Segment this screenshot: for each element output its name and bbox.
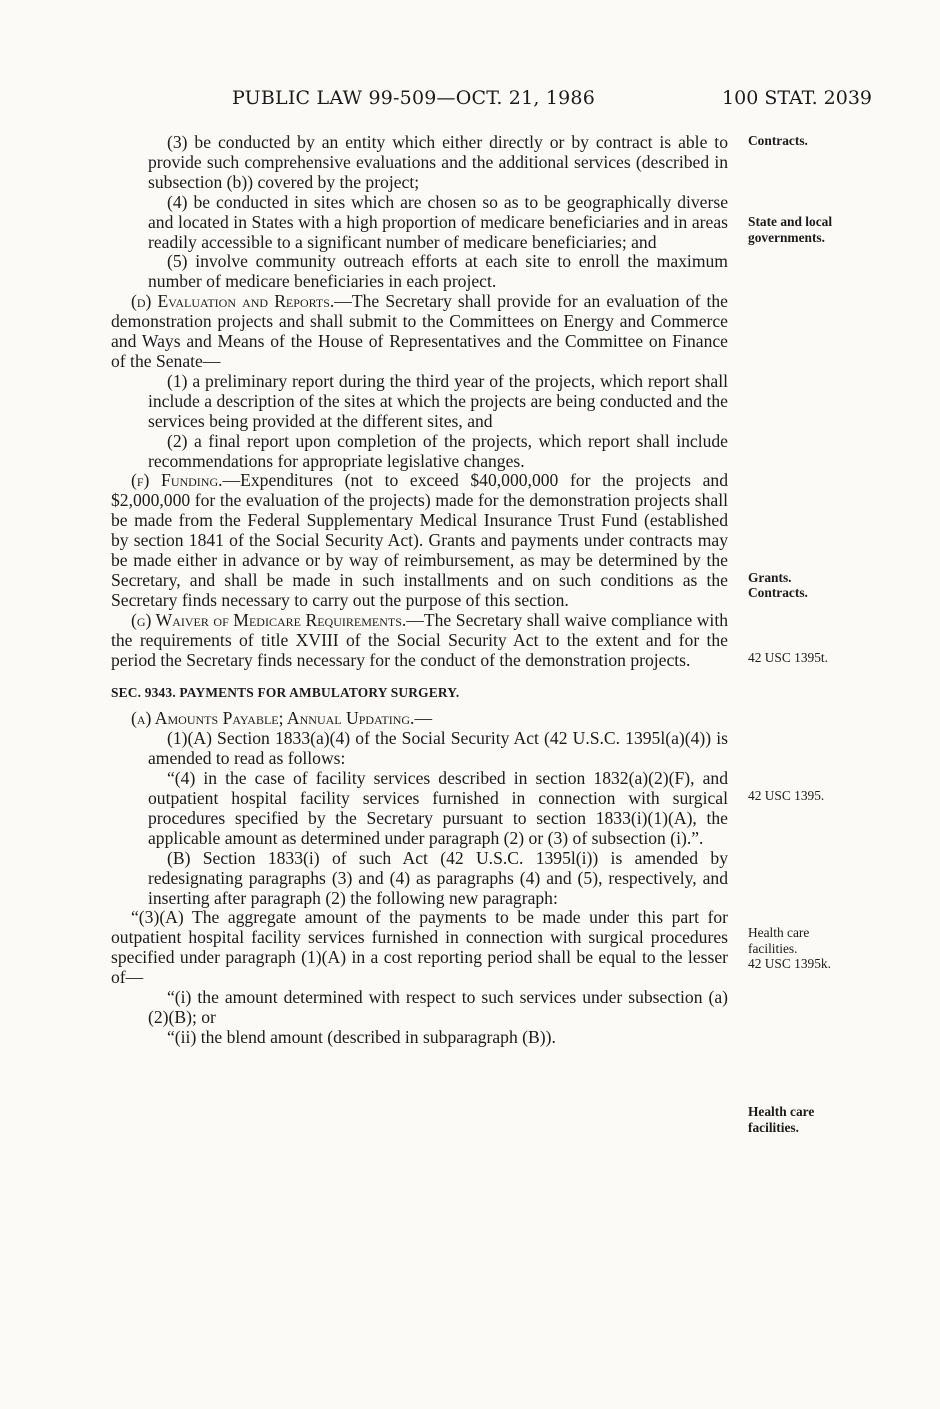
- statute-page-number: 100 STAT. 2039: [722, 87, 872, 109]
- subsection-a-heading: (a) Amounts Payable; Annual Updating.: [131, 708, 415, 729]
- subsection-g-heading: (g) Waiver of Medicare Requirements.: [131, 609, 407, 630]
- quoted-clause-i: “(i) the amount determined with respect to such services under subsection (a)(2)(B); or: [148, 987, 728, 1027]
- subsection-d-heading: (d) Evaluation and Reports.: [131, 291, 335, 312]
- law-title: PUBLIC LAW 99-509—OCT. 21, 1986: [232, 87, 596, 109]
- margin-note-usc-1395k: 42 USC 1395k.: [748, 956, 831, 971]
- margin-note-usc-1395: 42 USC 1395.: [748, 788, 825, 803]
- subsection-g-text: —The Secretary shall waive compliance with the requirements of title XVIII of the Social Security Act to the extent and for the period the Secretary finds necessary for the conduct of the demonstration projects.: [111, 609, 729, 670]
- margin-note-state-local: State and local governments.: [748, 214, 833, 245]
- quoted-paragraph-4: “(4) in the case of facility services described in section 1832(a)(2)(F), and outpatient hospital facility services furnished in connection with surgical procedures specified by the Secretary pursuant to section 1833(i)(1)(A), the applicable amount as determined under paragraph (2) or (3) of subsection (i).”.: [148, 768, 728, 848]
- margin-note-contracts-2: Contracts.: [748, 585, 808, 600]
- quoted-paragraph-3A: “(3)(A) The aggregate amount of the payments to be made under this part for outpatient hospital facility services furnished in connection with surgical procedures specified under paragraph (1)(A) in a cost reporting period shall be equal to the lesser of—: [111, 907, 728, 988]
- subsection-d-text: —The Secretary shall provide for an evaluation of the demonstration projects and shall submit to the Committees on Energy and Commerce and Ways and Means of the House of Representatives and the Committee on Finance of the Senate—: [111, 291, 728, 371]
- clause-5: (5) involve community outreach efforts at each site to enroll the maximum number of medicare beneficiaries in each project.: [148, 251, 728, 292]
- paragraph-d1: (1) a preliminary report during the third year of the projects, which report shall include a description of the sites at which the projects are being conducted and the services being provided at the different sites, and: [148, 370, 728, 431]
- quoted-clause-ii: “(ii) the blend amount (described in subparagraph (B)).: [167, 1026, 556, 1047]
- subsection-a-text: —: [414, 708, 433, 729]
- margin-note-contracts: Contracts.: [748, 133, 808, 148]
- paragraph-d2: (2) a final report upon completion of the projects, which report shall include recommendations for appropriate legislative changes.: [148, 430, 728, 471]
- page-header: [232, 87, 872, 117]
- clause-3: (3) be conducted by an entity which either directly or by contract is able to provide such comprehensive evaluations and the additional services (described in subsection (b)) covered by the project;: [148, 132, 728, 192]
- subsection-d: [111, 292, 728, 372]
- paragraph-1A: (1)(A) Section 1833(a)(4) of the Social Security Act (42 U.S.C. 1395l(a)(4)) is amended to read as follows:: [148, 728, 728, 769]
- subsection-a: [111, 709, 728, 729]
- clause-4: (4) be conducted in sites which are chosen so as to be geographically diverse and located in States with a high proportion of medicare beneficiaries and in areas readily accessible to a significant number of medicare beneficiaries; and: [148, 191, 728, 252]
- margin-note-grants: Grants.: [748, 570, 792, 585]
- subsection-f-text: —Expenditures (not to exceed $40,000,000 for the projects and $2,000,000 for the evaluation of the projects) made for the demonstration projects shall be made from the Federal Supplementary Medical Insurance Trust Fund (established by section 1841 of the Social Security Act). Grants and payments under contracts may be made either in advance or by way of reimbursement, as may be determined by the Secretary, and shall be made in such installments and on such conditions as the Secretary finds necessary to carry out the purpose of this section.: [111, 470, 728, 610]
- subsection-f-heading: (f) Funding.: [131, 470, 223, 491]
- subsection-g: [111, 611, 728, 671]
- margin-note-usc-1395t: 42 USC 1395t.: [748, 650, 828, 665]
- paragraph-1B: (B) Section 1833(i) of such Act (42 U.S.C. 1395l(i)) is amended by redesignating paragraphs (3) and (4) as paragraphs (4) and (5), respectively, and inserting after paragraph (2) the following new paragraph:: [148, 847, 728, 908]
- subsection-f: [111, 471, 728, 610]
- margin-note-health-care-2: Health care facilities.: [748, 1104, 815, 1135]
- body-text: [111, 133, 728, 1048]
- margin-note-health-care-1: Health care facilities.: [748, 925, 810, 956]
- section-heading: SEC. 9343. PAYMENTS FOR AMBULATORY SURGERY.: [111, 685, 460, 701]
